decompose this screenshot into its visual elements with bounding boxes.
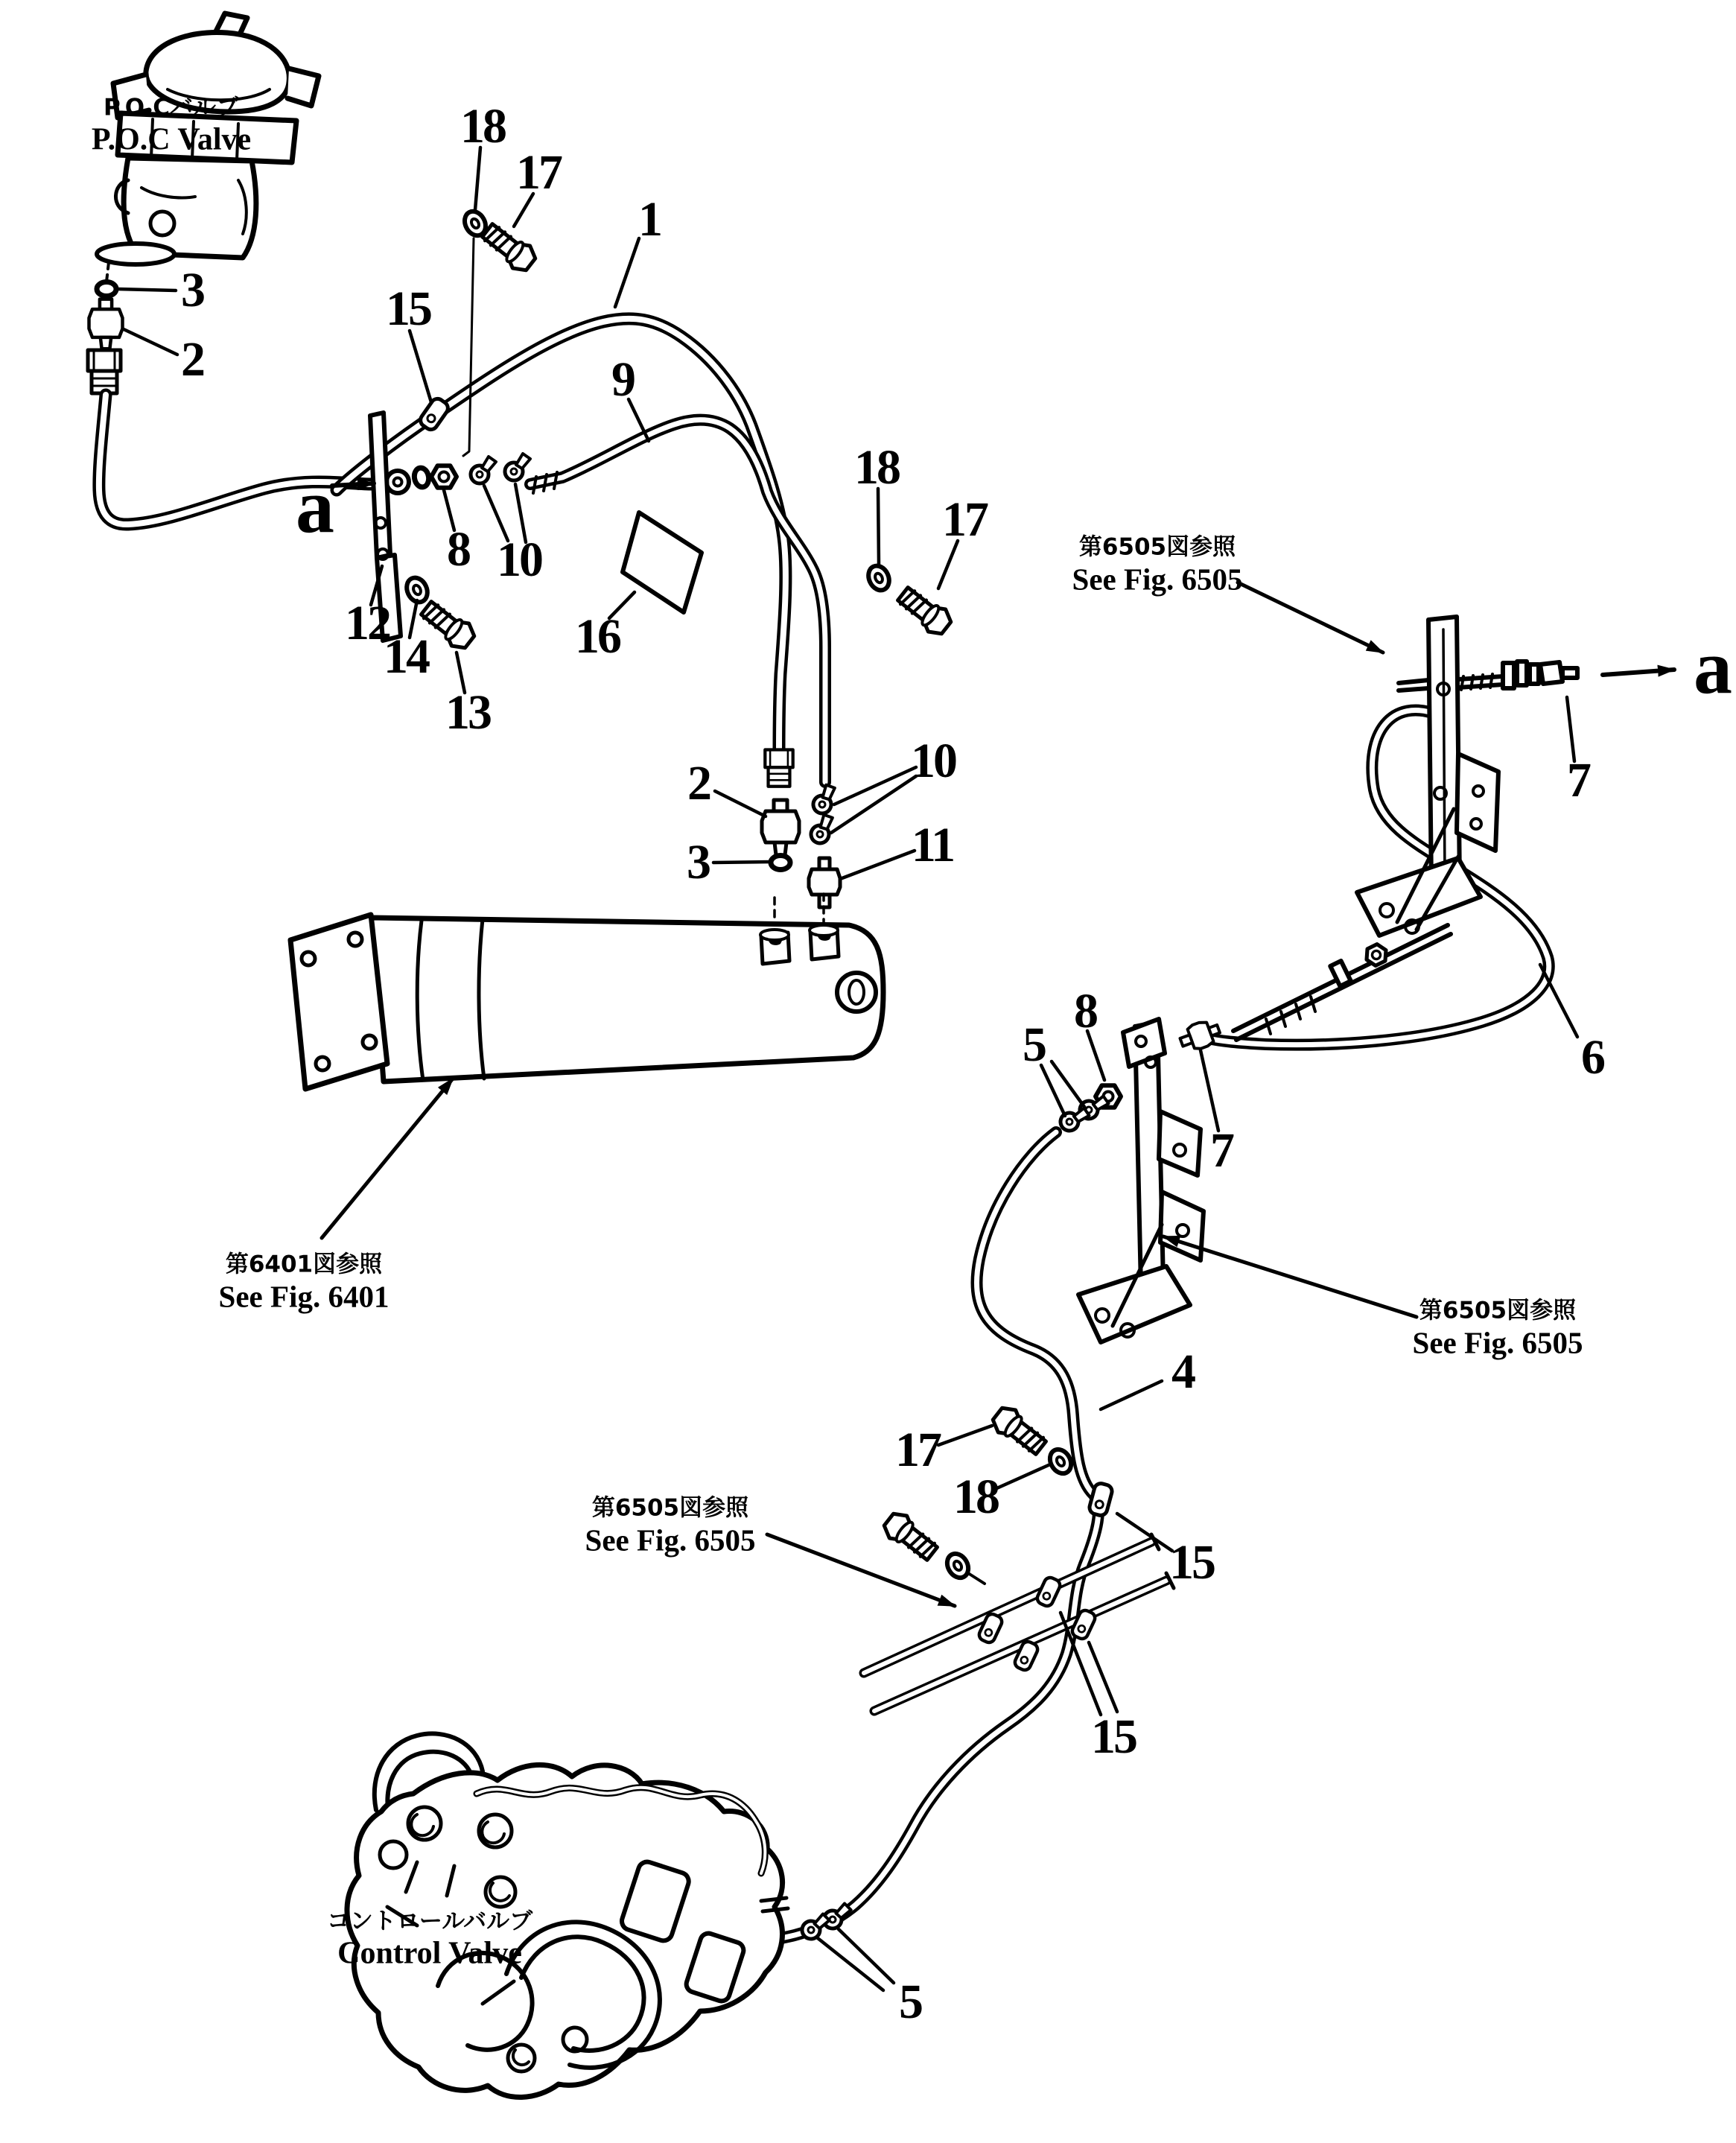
poc-valve-label-jp: P.O.Cバルブ [103, 94, 240, 121]
twin-tubes [864, 1534, 1174, 1711]
poc-valve-fittings [88, 282, 123, 394]
callout-10-left: 10 [497, 533, 541, 587]
hose-eyelet [387, 471, 409, 493]
mid-fasteners [865, 562, 955, 639]
ref-fig6505-bottom [585, 1489, 756, 1558]
cylinder-port-right [810, 925, 839, 959]
poc-valve-label [92, 89, 251, 158]
tube-clamp-3 [1035, 1575, 1062, 1607]
cylinder-fittings [762, 783, 840, 931]
callout-10-mid: 10 [911, 734, 956, 788]
bracket-6505-lower [1078, 1019, 1204, 1342]
callout-18-mid: 18 [854, 440, 899, 495]
callout-12: 12 [345, 596, 390, 650]
bolt-unlabeled [880, 1508, 941, 1565]
ref-fig6505-top-jp: 第6505図参照 [1078, 533, 1236, 561]
callout-3-top: 3 [181, 263, 203, 317]
callout-17-mid: 17 [942, 492, 987, 547]
clamp-10-b [505, 454, 530, 480]
bolt-17-top [479, 219, 540, 276]
bolt-17-mid [894, 582, 956, 639]
hose-6 [1208, 710, 1549, 1044]
fitting-2-mid [762, 800, 799, 855]
ref-fig6401 [219, 1245, 390, 1315]
callout-13: 13 [445, 685, 490, 740]
ref-fig6505-top [1072, 528, 1243, 597]
callout-15-mid: 15 [1169, 1535, 1214, 1590]
callout-14: 14 [384, 629, 428, 684]
bolt-17-low [989, 1403, 1050, 1459]
clamp-10-c [809, 783, 840, 816]
callout-7-upper: 7 [1567, 753, 1589, 807]
washer-at-eyelet [413, 467, 430, 489]
callout-8-right: 8 [1074, 984, 1096, 1038]
control-valve-label-jp: コントロールバルブ [326, 1908, 533, 1935]
bracket-lower-fasteners [1058, 1085, 1121, 1136]
o-ring-3-mid [771, 856, 790, 870]
ref-fig6505-mid-jp: 第6505図参照 [1419, 1297, 1577, 1324]
ref-fig6505-mid-en: See Fig. 6505 [1412, 1325, 1583, 1360]
clamp-10-a [471, 457, 496, 483]
clamp-10-d [807, 813, 838, 845]
ref-fig6505-bottom-en: See Fig. 6505 [585, 1523, 756, 1558]
washer-18-mid [865, 562, 893, 594]
cylinder-drawing [290, 915, 883, 1089]
callout-2-top: 2 [181, 332, 203, 387]
view-a-arrow-left [332, 483, 374, 486]
callout-17-low: 17 [895, 1423, 940, 1477]
o-ring-3-top [97, 282, 116, 296]
callout-8-left: 8 [447, 522, 469, 577]
tube-1 [337, 319, 793, 787]
callout-17-top: 17 [516, 145, 561, 200]
callout-18-top: 18 [460, 99, 505, 153]
callout-3-mid: 3 [687, 835, 709, 889]
callout-5-right: 5 [1023, 1017, 1045, 1072]
callout-16: 16 [575, 609, 620, 664]
callout-18-low: 18 [953, 1470, 998, 1524]
hose-end-fitting [88, 350, 121, 393]
tube-4 [778, 1132, 1113, 1942]
view-a-arrow-right [1603, 670, 1674, 675]
ref-fig6401-en: See Fig. 6401 [218, 1279, 390, 1314]
fitting-7-lower [1177, 1017, 1223, 1054]
callout-1: 1 [638, 192, 661, 247]
view-label-a-left: a [296, 463, 334, 550]
callout-2-mid: 2 [687, 756, 710, 810]
callout-11: 11 [911, 818, 954, 872]
ref-fig6505-mid [1413, 1292, 1583, 1361]
callout-6: 6 [1581, 1030, 1603, 1085]
fitting-2-top [89, 299, 123, 349]
ref-fig6505-bottom-jp: 第6505図参照 [591, 1494, 749, 1522]
callout-15-top: 15 [386, 282, 430, 336]
clamp-15-top [418, 396, 451, 432]
ref-fig6401-jp: 第6401図参照 [225, 1251, 383, 1278]
poc-hose [99, 395, 409, 524]
callout-9: 9 [611, 352, 634, 407]
control-valve-label-en: Control Valve [337, 1936, 522, 1971]
control-valve-label [327, 1902, 532, 1972]
poc-valve-label-en: P.O.C Valve [91, 122, 252, 157]
nut-8-left [431, 466, 457, 487]
rod-assembly-upper [1399, 661, 1577, 690]
callout-7-lower: 7 [1210, 1123, 1233, 1178]
callout-4: 4 [1171, 1344, 1194, 1399]
cylinder-port-left [760, 930, 789, 964]
view-label-a-right: a [1694, 624, 1732, 711]
callout-5-bottom: 5 [899, 1975, 921, 2029]
tube1-end-fitting [765, 750, 792, 787]
plate-16 [623, 512, 702, 612]
washer-unlabeled [943, 1550, 973, 1581]
callout-15-low: 15 [1091, 1709, 1136, 1764]
ref-fig6505-top-en: See Fig. 6505 [1072, 562, 1243, 597]
